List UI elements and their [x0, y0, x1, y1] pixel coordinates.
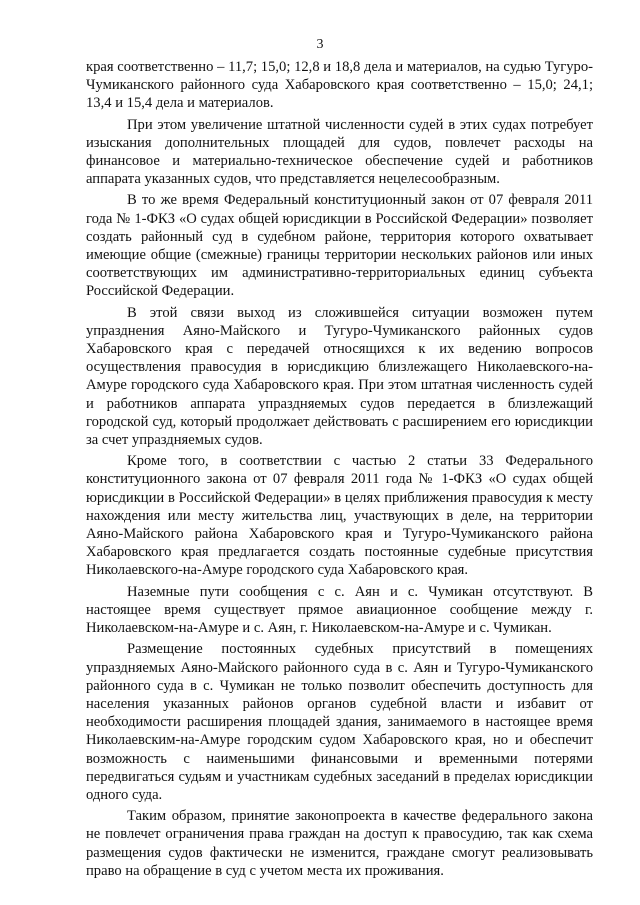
- paragraph-staffing-costs: При этом увеличение штатной численности судей в этих судах потребует изыскания дополнительных площадей для судов, повлечет расходы на финансовое и материально-техническое обеспечение судей и работников аппарата указанных судов, что представляется нецелесообразным.: [86, 116, 593, 188]
- paragraph-continuation: края соответственно – 11,7; 15,0; 12,8 и 18,8 дела и материалов, на судью Тугуро-Чумиканского районного суда Хабаровского края соответственно – 15,0; 24,1; 13,4 и 15,4 дела и материалов.: [86, 59, 593, 112]
- paragraph-permanent-presences: Кроме того, в соответствии с частью 2 статьи 33 Федерального конституционного закона от 07 февраля 2011 года № 1-ФКЗ «О судах общей юрисдикции в Российской Федерации» в целях приближения правосудия к месту нахождения или месту жительства лиц, участвующих в деле, на территории Аяно-Майского района Хабаровского края и Тугуро-Чумиканского района Хабаровского края предлагается создать постоянные судебные присутствия Николаевского-на-Амуре городского суда Хабаровского края.: [86, 453, 593, 579]
- paragraph-placement: Размещение постоянных судебных присутствий в помещениях упраздняемых Аяно-Майского районного суда в с. Аян и Тугуро-Чумиканского районного суда в с. Чумикан не только позволит обеспечить доступность для населения указанных районов органов судебной власти и избавит от необходимости расширения площадей здания, занимаемого в настоящее время Николаевским-на-Амуре городским судом Хабаровского края, но и обеспечит возможность с наименьшими финансовыми и временными потерями передвигаться судьям и участникам судебных заседаний в пределах юрисдикции одного суда.: [86, 641, 593, 803]
- paragraph-federal-law: В то же время Федеральный конституционный закон от 07 февраля 2011 года № 1-ФКЗ «О судах общей юрисдикции в Российской Федерации» позволяет создать районный суд в судебном районе, территория которого охватывает имеющие общие (смежные) границы территории нескольких районов или иных соответствующих им административно-территориальных единиц субъекта Российской Федерации.: [86, 192, 593, 300]
- paragraph-abolition-proposal: В этой связи выход из сложившейся ситуации возможен путем упразднения Аяно-Майского и Тугуро-Чумиканского районных судов Хабаровского края с передачей относящихся к их ведению вопросов осуществления правосудия в юрисдикцию близлежащего Николаевского-на-Амуре городского суда Хабаровского края. При этом штатная численность судей и работников аппарата упраздняемых судов передается в близлежащий городской суд, который продолжает действовать с расширением его юрисдикции за счет упраздняемых судов.: [86, 304, 593, 449]
- page-number: 3: [316, 37, 324, 52]
- document-body: [86, 58, 593, 883]
- paragraph-conclusion: Таким образом, принятие законопроекта в качестве федерального закона не повлечет ограничения права граждан на доступ к правосудию, так как схема размещения судов фактически не изменится, граждане смогут реализовывать право на обращение в суд с учетом места их проживания.: [86, 808, 593, 879]
- paragraph-transport: Наземные пути сообщения с с. Аян и с. Чумикан отсутствуют. В настоящее время существует прямое авиационное сообщение между г. Николаевском-на-Амуре и с. Аян, г. Николаевском-на-Амуре и с. Чумикан.: [86, 583, 593, 637]
